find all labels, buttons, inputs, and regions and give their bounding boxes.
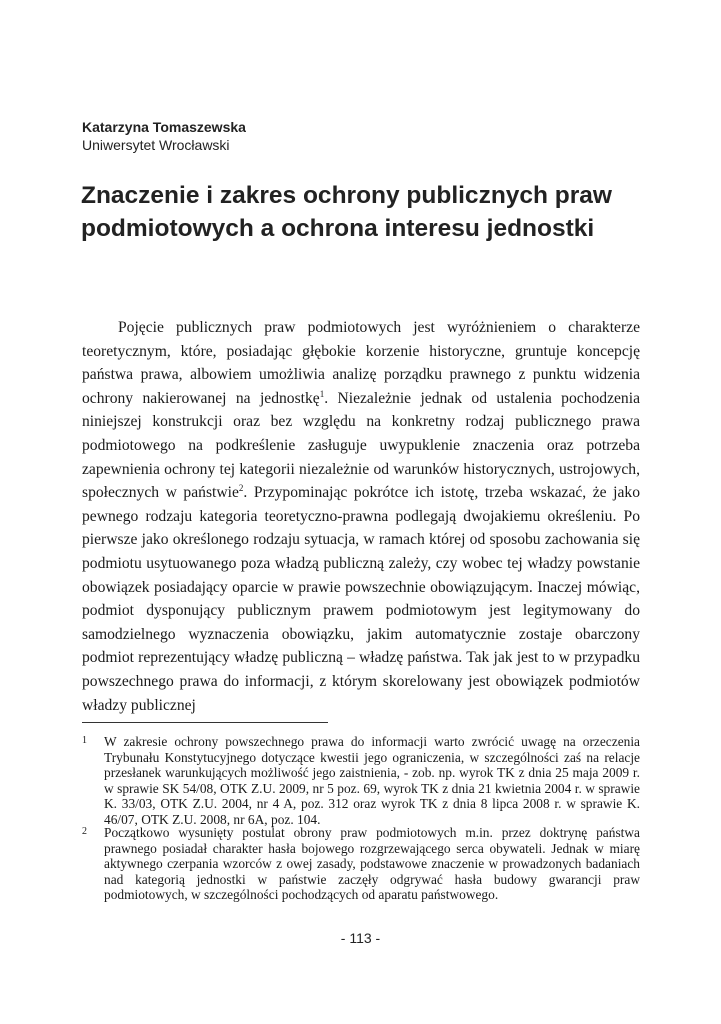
author-affiliation: Uniwersytet Wrocławski (82, 137, 230, 153)
page-number: - 113 - (340, 930, 381, 946)
footnote-text: W zakresie ochrony powszechnego prawa do informacji warto zwrócić uwagę na orzeczenia Trybunału Konstytucyjnego dotyczące kwestii jego ograniczenia, w szczególności zaś na relacje przesłanek warunkujących możliwość jego zaistnienia, - zob. np. wyrok TK z dnia 25 maja 2009 r. w sprawie SK 54/08, OTK Z.U. 2009, nr 5 poz. 69, wyrok TK z dnia 21 kwietnia 2004 r. w sprawie K. 33/03, OTK Z.U. 2004, nr 4 A, poz. 312 oraz wyrok TK z dnia 8 lipca 2008 r. w sprawie K. 46/07, OTK Z.U. 2008, nr 6A, poz. 104. (104, 734, 640, 827)
footnote-1 (82, 734, 640, 828)
footnote-number: 1 (82, 735, 87, 746)
body-text-part-2: . Niezależnie jednak od ustalenia pochodzenia niniejszej konstrukcji oraz bez względu na konkretny rodzaj publicznego prawa podmiotowego na podkreślenie zasługuje uwypuklenie znaczenia oraz potrzeba zapewnienia ochrony tej kategorii niezależnie od warunków historycznych, ustrojowych, społecznych w państwie (82, 389, 640, 502)
footnote-2 (82, 825, 640, 903)
body-text-part-1: Pojęcie publicznych praw podmiotowych jest wyróżnieniem o charakterze teoretycznym, które, posiadając głębokie korzenie historyczne, gruntuje koncepcję państwa prawa, albowiem umożliwia analizę porządku prawnego z punktu widzenia ochrony nakierowanej na jednostkę (82, 319, 640, 407)
body-paragraph (82, 316, 640, 717)
article-title: Znaczenie i zakres ochrony publicznych praw podmiotowych a ochrona interesu jednostki (81, 182, 612, 242)
author-block (82, 118, 246, 154)
footnote-separator (82, 722, 328, 723)
body-text-part-3: . Przypominając pokrótce ich istotę, trzeba wskazać, że jako pewnego rodzaju kategoria teoretyczno-prawna podlegają dwojakiemu określeniu. Po pierwsze jako określonego rodzaju sytuacja, w ramach której od sposobu zachowania się podmiotu usytuowanego poza władzą publiczną zależy, czy wobec tej władzy powstanie obowiązek posiadający oparcie w prawie powszechnie obowiązującym. Inaczej mówiąc, podmiot dysponujący publicznym prawem podmiotowym jest legitymowany do samodzielnego wyznaczenia obowiązku, jakim automatycznie zostaje obarczony podmiot reprezentujący władzę publiczną – władzę państwa. Tak jak jest to w przypadku powszechnego prawa do informacji, z którym skorelowany jest obowiązek podmiotów władzy publicznej (82, 484, 640, 714)
footnote-ref-2[interactable]: 2 (238, 482, 244, 493)
footnote-ref-1[interactable]: 1 (319, 388, 325, 399)
footnote-text: Początkowo wysunięty postulat obrony praw podmiotowych m.in. przez doktrynę państwa prawnego posiadał charakter hasła bojowego rozgrzewającego serca obywateli. Jednak w miarę aktywnego czerpania wzorców z owej zasady, podstawowe znaczenie w prowadzonych badaniach nad kategorią jednostki w państwie zaczęły odgrywać hasła budowy gwarancji praw podmiotowych, w szczególności pochodzących od aparatu państwowego. (104, 825, 640, 903)
author-name: Katarzyna Tomaszewska (82, 119, 246, 135)
footnote-number: 2 (82, 826, 87, 837)
